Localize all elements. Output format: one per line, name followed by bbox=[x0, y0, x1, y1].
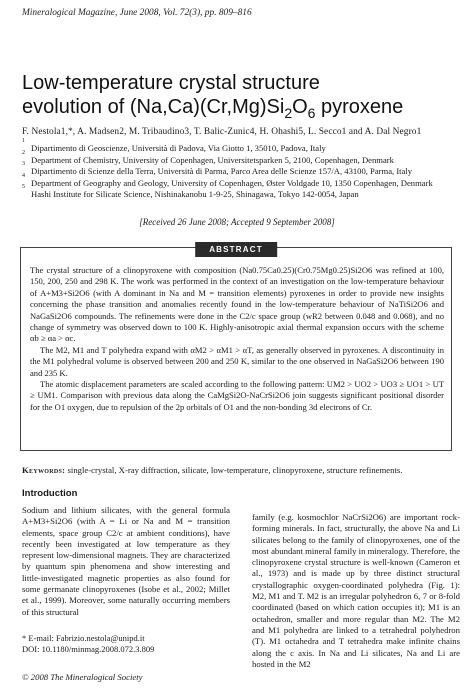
received-dates: [Received 26 June 2008; Accepted 9 September 2008] bbox=[139, 217, 335, 227]
keywords-text: single-crystal, X-ray diffraction, silicate, low-temperature, clinopyroxene, structure refinements. bbox=[67, 465, 403, 475]
affiliation-item: 2 Department of Chemistry, University of Copenhagen, Universitetsparken 5, 2100, Copenhagen, Denmark bbox=[22, 149, 394, 165]
author-list: F. Nestola1,*, A. Madsen2, M. Tribaudino3, T. Balic-Zunic4, H. Ohashi5, L. Secco1 and A. Dal Negro1 bbox=[22, 127, 422, 137]
body-column-left bbox=[22, 505, 230, 618]
journal-header: Mineralogical Magazine, June 2008, Vol. 72(3), pp. 809–816 bbox=[22, 8, 252, 18]
section-heading-introduction: Introduction bbox=[22, 488, 78, 499]
title-line-2: evolution of $(Na,Ca)(Cr,Mg)Si_2O_6$ pyroxene bbox=[22, 96, 404, 121]
abstract-paragraph: The crystal structure of a clinopyroxene with composition (Na0.75Ca0.25)(Cr0.75Mg0.25)Si2O6 was refined at 100, 150, 200, 250 and 298 K. The work was performed in the context of an investigation on the low-temperature behaviour of A+M3+Si2O6 (with A dominant in Na and M = transition elements) pyroxenes in order to provide new insights concerning the phase transition and anomalies recently found in the low-temperature behaviour of NaTiSi2O6 and NaGaSi2O6 compounds. The refinements were done in the C2/c space group (wR2 between 0.048 and 0.068), and no change of symmetry was observed down to 100 K. Highly-anisotropic axial thermal expansion occurs with the scheme αb ≥ αa > αc. bbox=[30, 265, 444, 344]
footnote-doi: DOI: 10.1180/minmag.2008.072.3.809 bbox=[22, 644, 155, 654]
body-column-right bbox=[252, 512, 460, 670]
title-line-1: Low-temperature crystal structure bbox=[22, 72, 320, 94]
affiliation-item: 3 Dipartimento di Scienze della Terra, Università di Parma, Parco Area delle Scienze 157/A, 43100, Parma, Italy bbox=[22, 161, 413, 177]
abstract-label: ABSTRACT bbox=[195, 242, 277, 257]
affiliation-item: 4 Department of Geography and Geology, University of Copenhagen, Øster Voldgade 10, 1350 Copenhagen, Denmark bbox=[22, 172, 433, 188]
affiliation-item: 5 Hashi Institute for Silicate Science, Nishinakanobu 1-9-25, Shinagawa, Tokyo 142-0054, Japan bbox=[22, 184, 359, 200]
affiliation-item: 1 Dipartimento di Geoscienze, Università di Padova, Via Giotto 1, 35010, Padova, Italy bbox=[22, 138, 326, 153]
abstract-paragraph: The M2, M1 and T polyhedra expand with αM2 > αM1 > αT, as generally observed in pyroxenes. A discontinuity in the M1 polyhedral volume is observed between 200 and 250 K, similar to the one observed in NaGaSi2O6 between 190 and 235 K. bbox=[30, 344, 444, 378]
copyright-notice: © 2008 The Mineralogical Society bbox=[22, 672, 143, 682]
keywords bbox=[22, 465, 462, 476]
abstract-paragraph: The atomic displacement parameters are scaled according to the following pattern: UM2 > UO2 > UO3 ≥ UO1 > UT ≥ UM1. Comparison with previous data along the CaMgSi2O-NaCrSi2O6 join suggests significant positional disorder for the O1 oxygen, due to repulsion of the 2p orbitals of O1 and the non-bonding 3d electrons of Cr. bbox=[30, 379, 444, 412]
article-title bbox=[22, 71, 452, 119]
footnote-email: * E-mail: Fabrizio.nestola@unipd.it bbox=[22, 633, 145, 643]
keywords-label: Keywords: bbox=[22, 465, 66, 475]
abstract-box bbox=[20, 247, 452, 451]
footnote bbox=[22, 633, 232, 655]
body-paragraph: family (e.g. kosmochlor NaCrSi2O6) are important rock-forming minerals. In fact, structurally, the above Na and Li silicates belong to the family of clinopyroxenes, one of the most abundant mineral family in mineralogy. Therefore, the clinopyroxene crystal structure is well-known (Cameron et al., 1973) and is made up by three distinct structural crystallographic oxygen-coordinated polyhedra (Fig. 1): M2, M1 and T. M2 is an irregular polyhedron 6, 7 or 8-fold coordinated (based on which cation occupies it); M1 is an octahedron, smaller and more regular than M2. The M2 and M1 polyhedra are linked to a tetrahedral polyhedron (T). M1 octahedra and T tetrahedra make infinite chains along the c axis. In Na and Li silicates, Na and Li are hosted in the M2 bbox=[252, 512, 460, 669]
affiliations bbox=[22, 138, 462, 201]
abstract-text bbox=[30, 265, 444, 413]
body-paragraph: Sodium and lithium silicates, with the general formula A+M3+Si2O6 (with A = Li or Na and M = transition elements, space group C2/c at ambient conditions), have recently been investigated at low temperature as they represent low-dimensional magnets. They are characterized by quantum spin phenomena and show interesting and little-investigated magnetic properties as also found for some germanate clinopyroxenes (Isobe et al., 2002; Millet et al., 1999). Moreover, some naturally occurring members of this structural bbox=[22, 505, 230, 617]
